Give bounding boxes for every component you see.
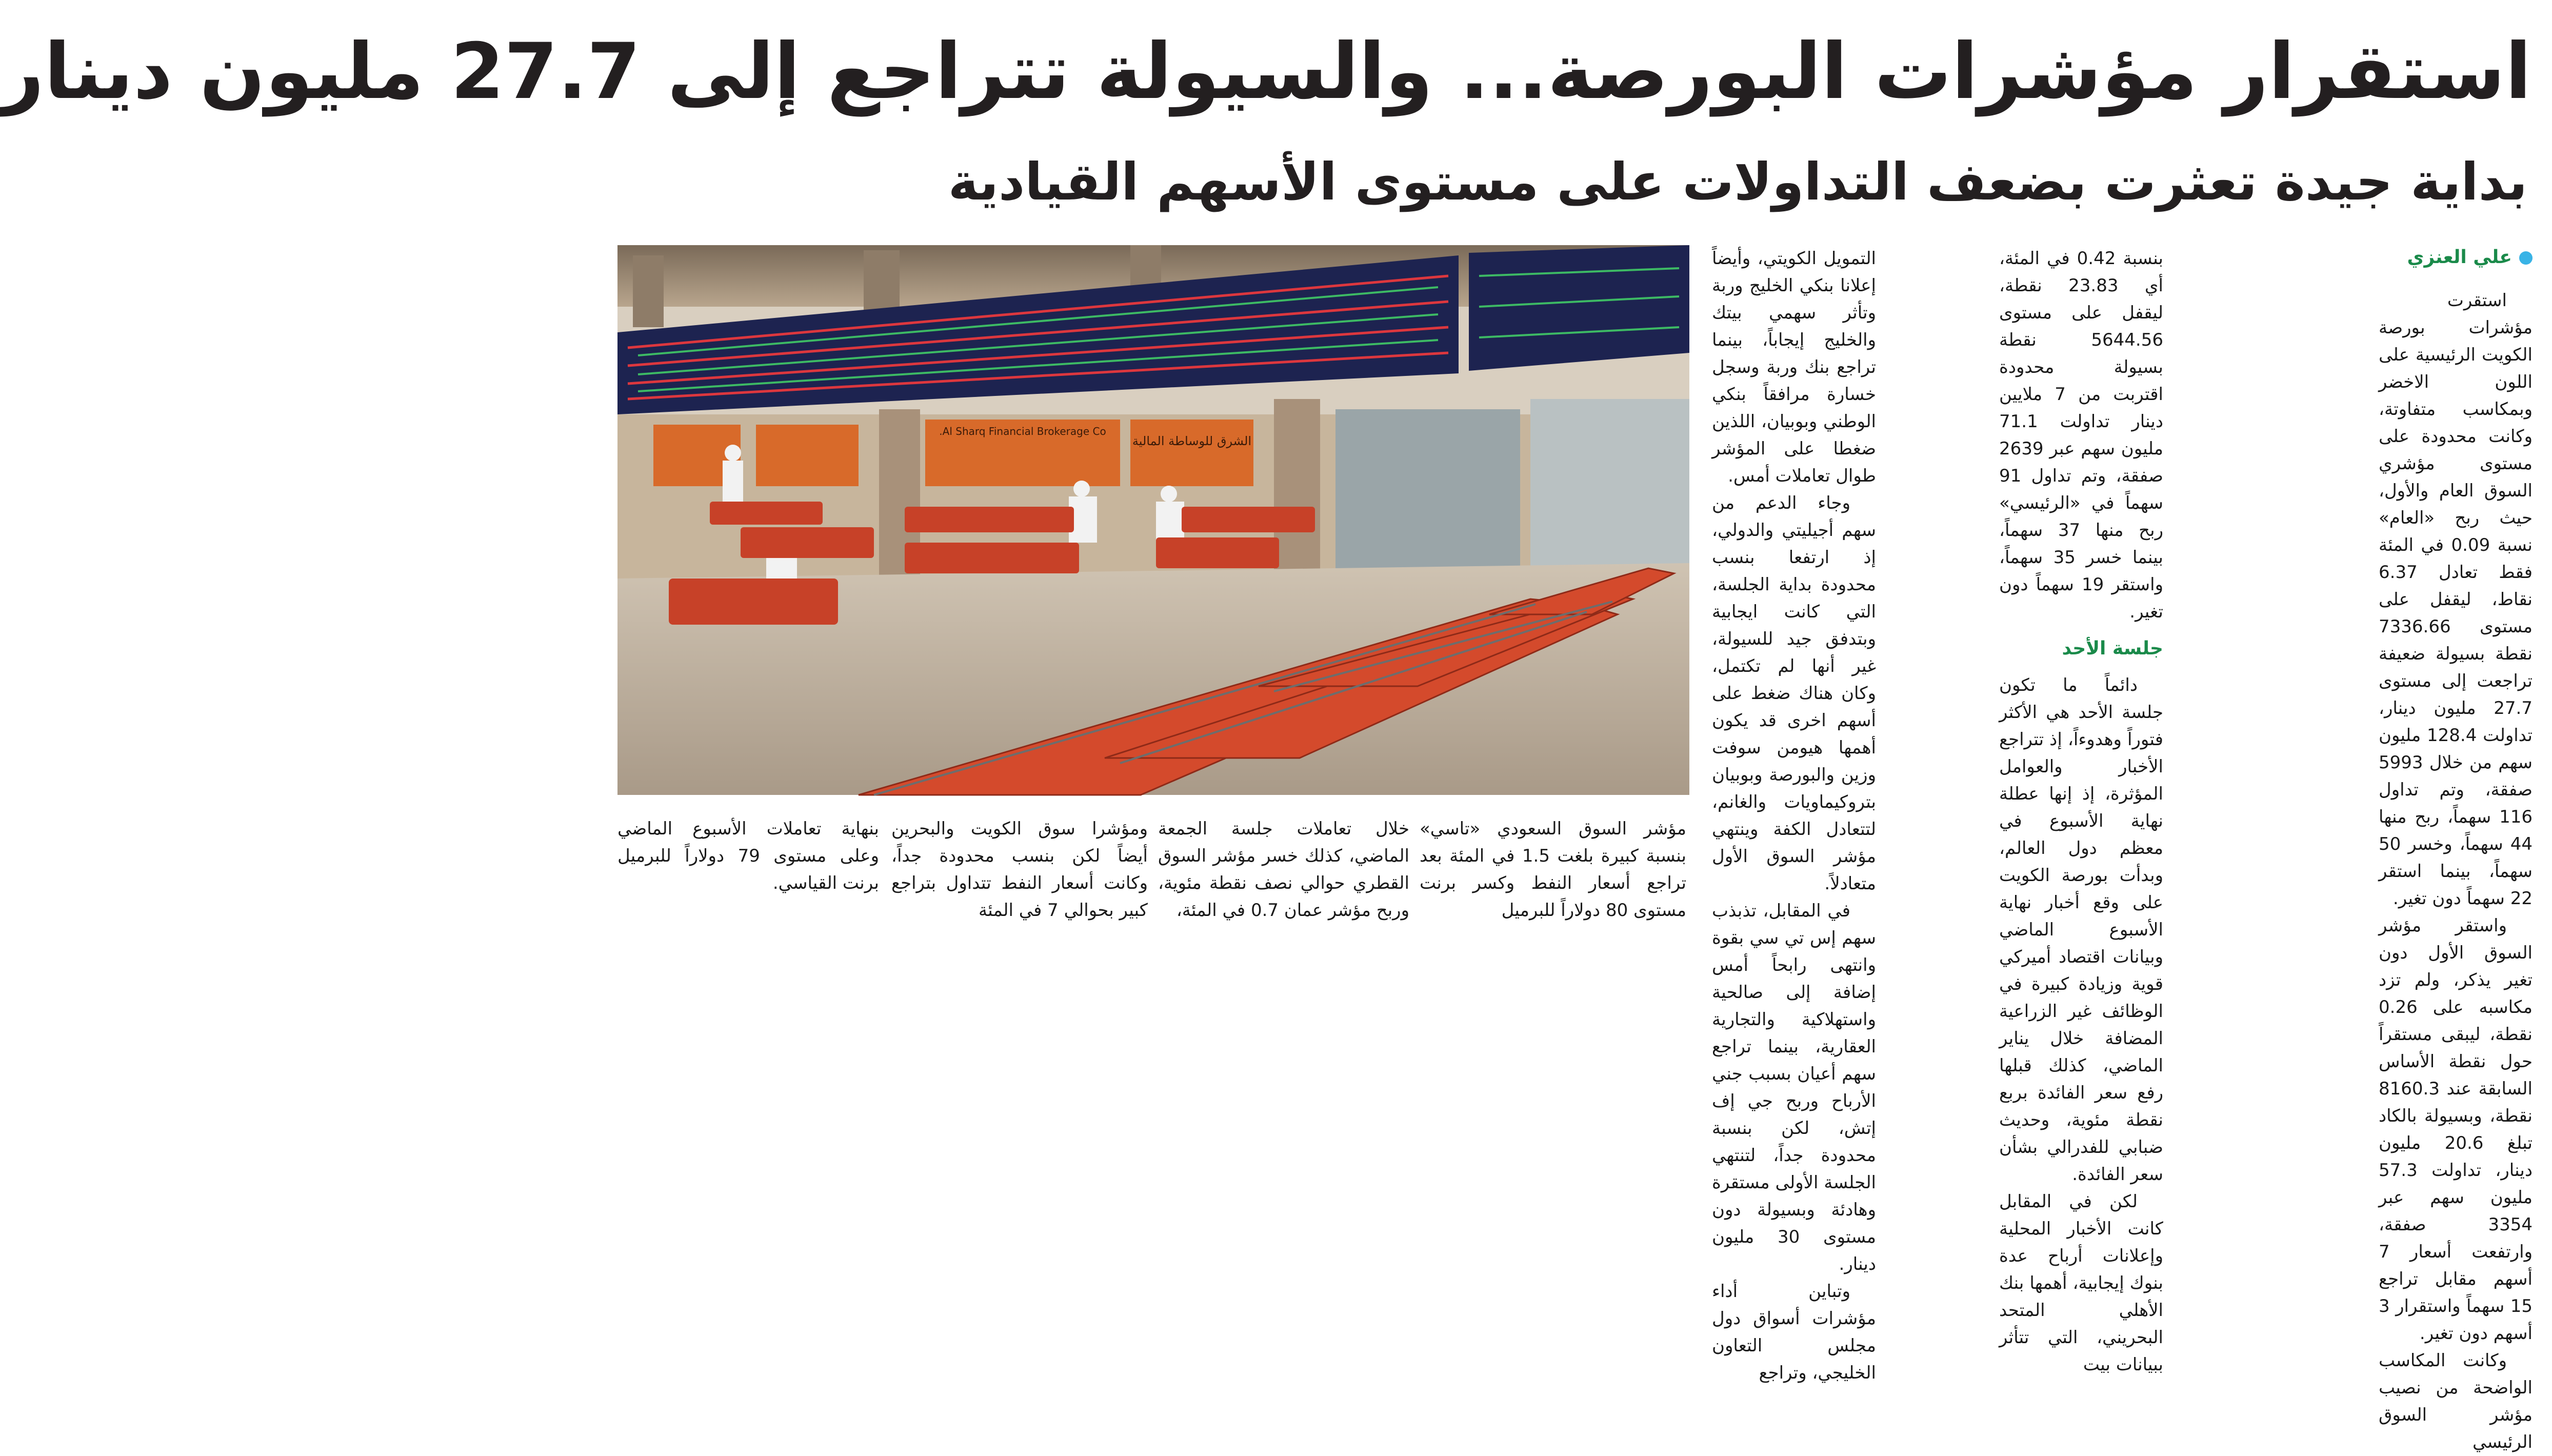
col1-paragraph-2: واستقر مؤشر السوق الأول دون تغير يذكر، ولم تزد مكاسبه على 0.26 نقطة، ليبقى مستقراً حول نقطة الأساس السابقة عند 8160.3 نقطة، وبسيولة بالكاد تبلغ 20.6 مليون دينار، تداولت 57.3 مليون سهم عبر 3354 صفقة، وارتفعت أسعار 7 أسهم مقابل تراجع 15 سهماً واستقرار 3 أسهم دون تغير. [2379,915,2533,1344]
headline: استقرار مؤشرات البورصة... والسيولة تتراجع إلى 27.7 مليون دينار [0,27,2531,116]
col3-paragraph-1: التمويل الكويتي، وأيضاً إعلانا بنكي الخليج وربة وتأثر سهمي بيتك والخليج إيجاباً، بينما تراجع بنك وربة وسجل خسارة مرافقاً بنكي الوطني وبوبيان، اللذين ضغطا على المؤشر طوال تعاملات أمس. [1712,248,1876,486]
bottom-column-4 [617,815,879,926]
byline-dot-icon [2519,251,2533,265]
bottom-paragraph-1: مؤشر السوق السعودي «تاسي» بنسبة كبيرة بلغت 1.5 في المئة بعد تراجع أسعار النفط وكسر برنت مستوى 80 دولاراً للبرميل [1420,819,1686,921]
col3-paragraph-3: في المقابل، تذبذب سهم إس تي سي بقوة وانتهى رابحاً أمس إضافة إلى صالحية واستهلاكية والتجارية العقارية، بينما تراجع سهم أعيان بسبب جني الأرباح وربح جي إف إتش، لكن بنسبة محدودة جداً، لتنتهي الجلسة الأولى مستقرة وهادئة وبسيولة دون مستوى 30 مليون دينار. [1712,901,1876,1274]
col3-paragraph-2: وجاء الدعم من سهم أجيليتي والدولي، إذ ارتفعا بنسب محدودة بداية الجلسة، التي كانت ايجابية وبتدفق جيد للسيولة، غير أنها لم تكتمل، وكان هناك ضغط على أسهم اخرى قد يكون أهمها هيومن سوفت وزين والبورصة وبوبيان بتروكيماويات والغانم، لتتعادل الكفة وينتهي مؤشر السوق الأول متعادلاً. [1712,493,1876,894]
col1-paragraph-1: استقرت مؤشرات بورصة الكويت الرئيسية على اللون الاخضر وبمكاسب متفاوتة، وكانت محدودة على مستوى مؤشري السوق العام والأول، حيث ربح «العام» نسبة 0.09 في المئة فقط تعادل 6.37 نقاط، ليقفل على مستوى 7336.66 نقطة بسيولة ضعيفة تراجعت إلى مستوى 27.7 مليون دينار، تداولت 128.4 مليون سهم من خلال 5993 صفقة، وتم تداول 116 سهماً، ربح منها 44 سهماً، وخسر 50 سهماً، بينما استقر 22 سهماً دون تغير. [2379,290,2533,909]
col2-paragraph-1: بنسبة 0.42 في المئة، أي 23.83 نقطة، ليقفل على مستوى 5644.56 نقطة بسيولة محدودة اقتربت من 7 ملايين دينار تداولت 71.1 مليون سهم عبر 2639 صفقة، وتم تداول 91 سهماً في «الرئيسي» ربح منها 37 سهماً، بينما خسر 35 سهماً، واستقر 19 سهماً دون تغير. [1999,248,2163,622]
subheadline: بداية جيدة تعثرت بضعف التداولات على مستوى الأسهم القيادية [948,152,2527,212]
column-2 [1999,245,2163,1375]
byline-author: علي العنزي [2407,247,2512,268]
bottom-paragraph-3: ومؤشرا سوق الكويت والبحرين أيضاً لكن بنسب محدودة جداً، وكانت أسعار النفط تتداول بتراجع كبير بحوالي 7 في المئة [891,819,1148,921]
col1-paragraph-3: وكانت المكاسب الواضحة من نصيب مؤشر السوق الرئيسي [2379,1350,2533,1452]
col2-paragraph-3: لكن في المقابل كانت الأخبار المحلية وإعلانات أرباح عدة بنوك إيجابية، أهمها بنك الأهلي المتحد البحريني، التي تتأثر ببيانات بيت [1999,1191,2163,1375]
section-heading-sunday: جلسة الأحد [2062,638,2163,659]
photo-sign-ar: الشرق للوساطة المالية [1132,434,1252,448]
col2-paragraph-2: دائماً ما تكون جلسة الأحد هي الأكثر فتوراً وهدوءاً، إذ تتراجع الأخبار والعوامل المؤثرة، إذ إنها عطلة نهاية الأسبوع في معظم دول العالم، وبدأت بورصة الكويت على وقع أخبار نهاية الأسبوع الماضي وبيانات اقتصاد أميركي قوية وزيادة كبيرة في الوظائف غير الزراعية المضافة خلال يناير الماضي، كذلك قبلها رفع سعر الفائدة بربع نقطة مئوية، وحديث ضبابي للفدرالي بشأن سعر الفائدة. [1999,675,2163,1185]
bottom-column-1 [1420,815,1686,926]
col3-paragraph-4: وتباين أداء مؤشرات أسواق دول مجلس التعاون الخليجي، وتراجع [1712,1281,1876,1383]
column-3 [1712,245,1876,1383]
column-1 [2379,287,2533,1452]
bottom-column-3 [891,815,1148,926]
bottom-paragraph-2: خلال تعاملات جلسة الجمعة الماضي، كذلك خسر مؤشر السوق القطري حوالي نصف نقطة مئوية، وربح مؤشر عمان 0.7 في المئة، [1158,819,1409,921]
byline [2379,242,2533,273]
trading-hall-photo [617,245,1689,795]
bottom-paragraph-4: بنهاية تعاملات الأسبوع الماضي وعلى مستوى 79 دولاراً للبرميل برنت القياسي. [617,819,879,893]
bottom-column-2 [1158,815,1409,926]
photo-sign-en: Al Sharq Financial Brokerage Co. [939,425,1106,437]
trading-hall-illustration [617,245,1689,795]
